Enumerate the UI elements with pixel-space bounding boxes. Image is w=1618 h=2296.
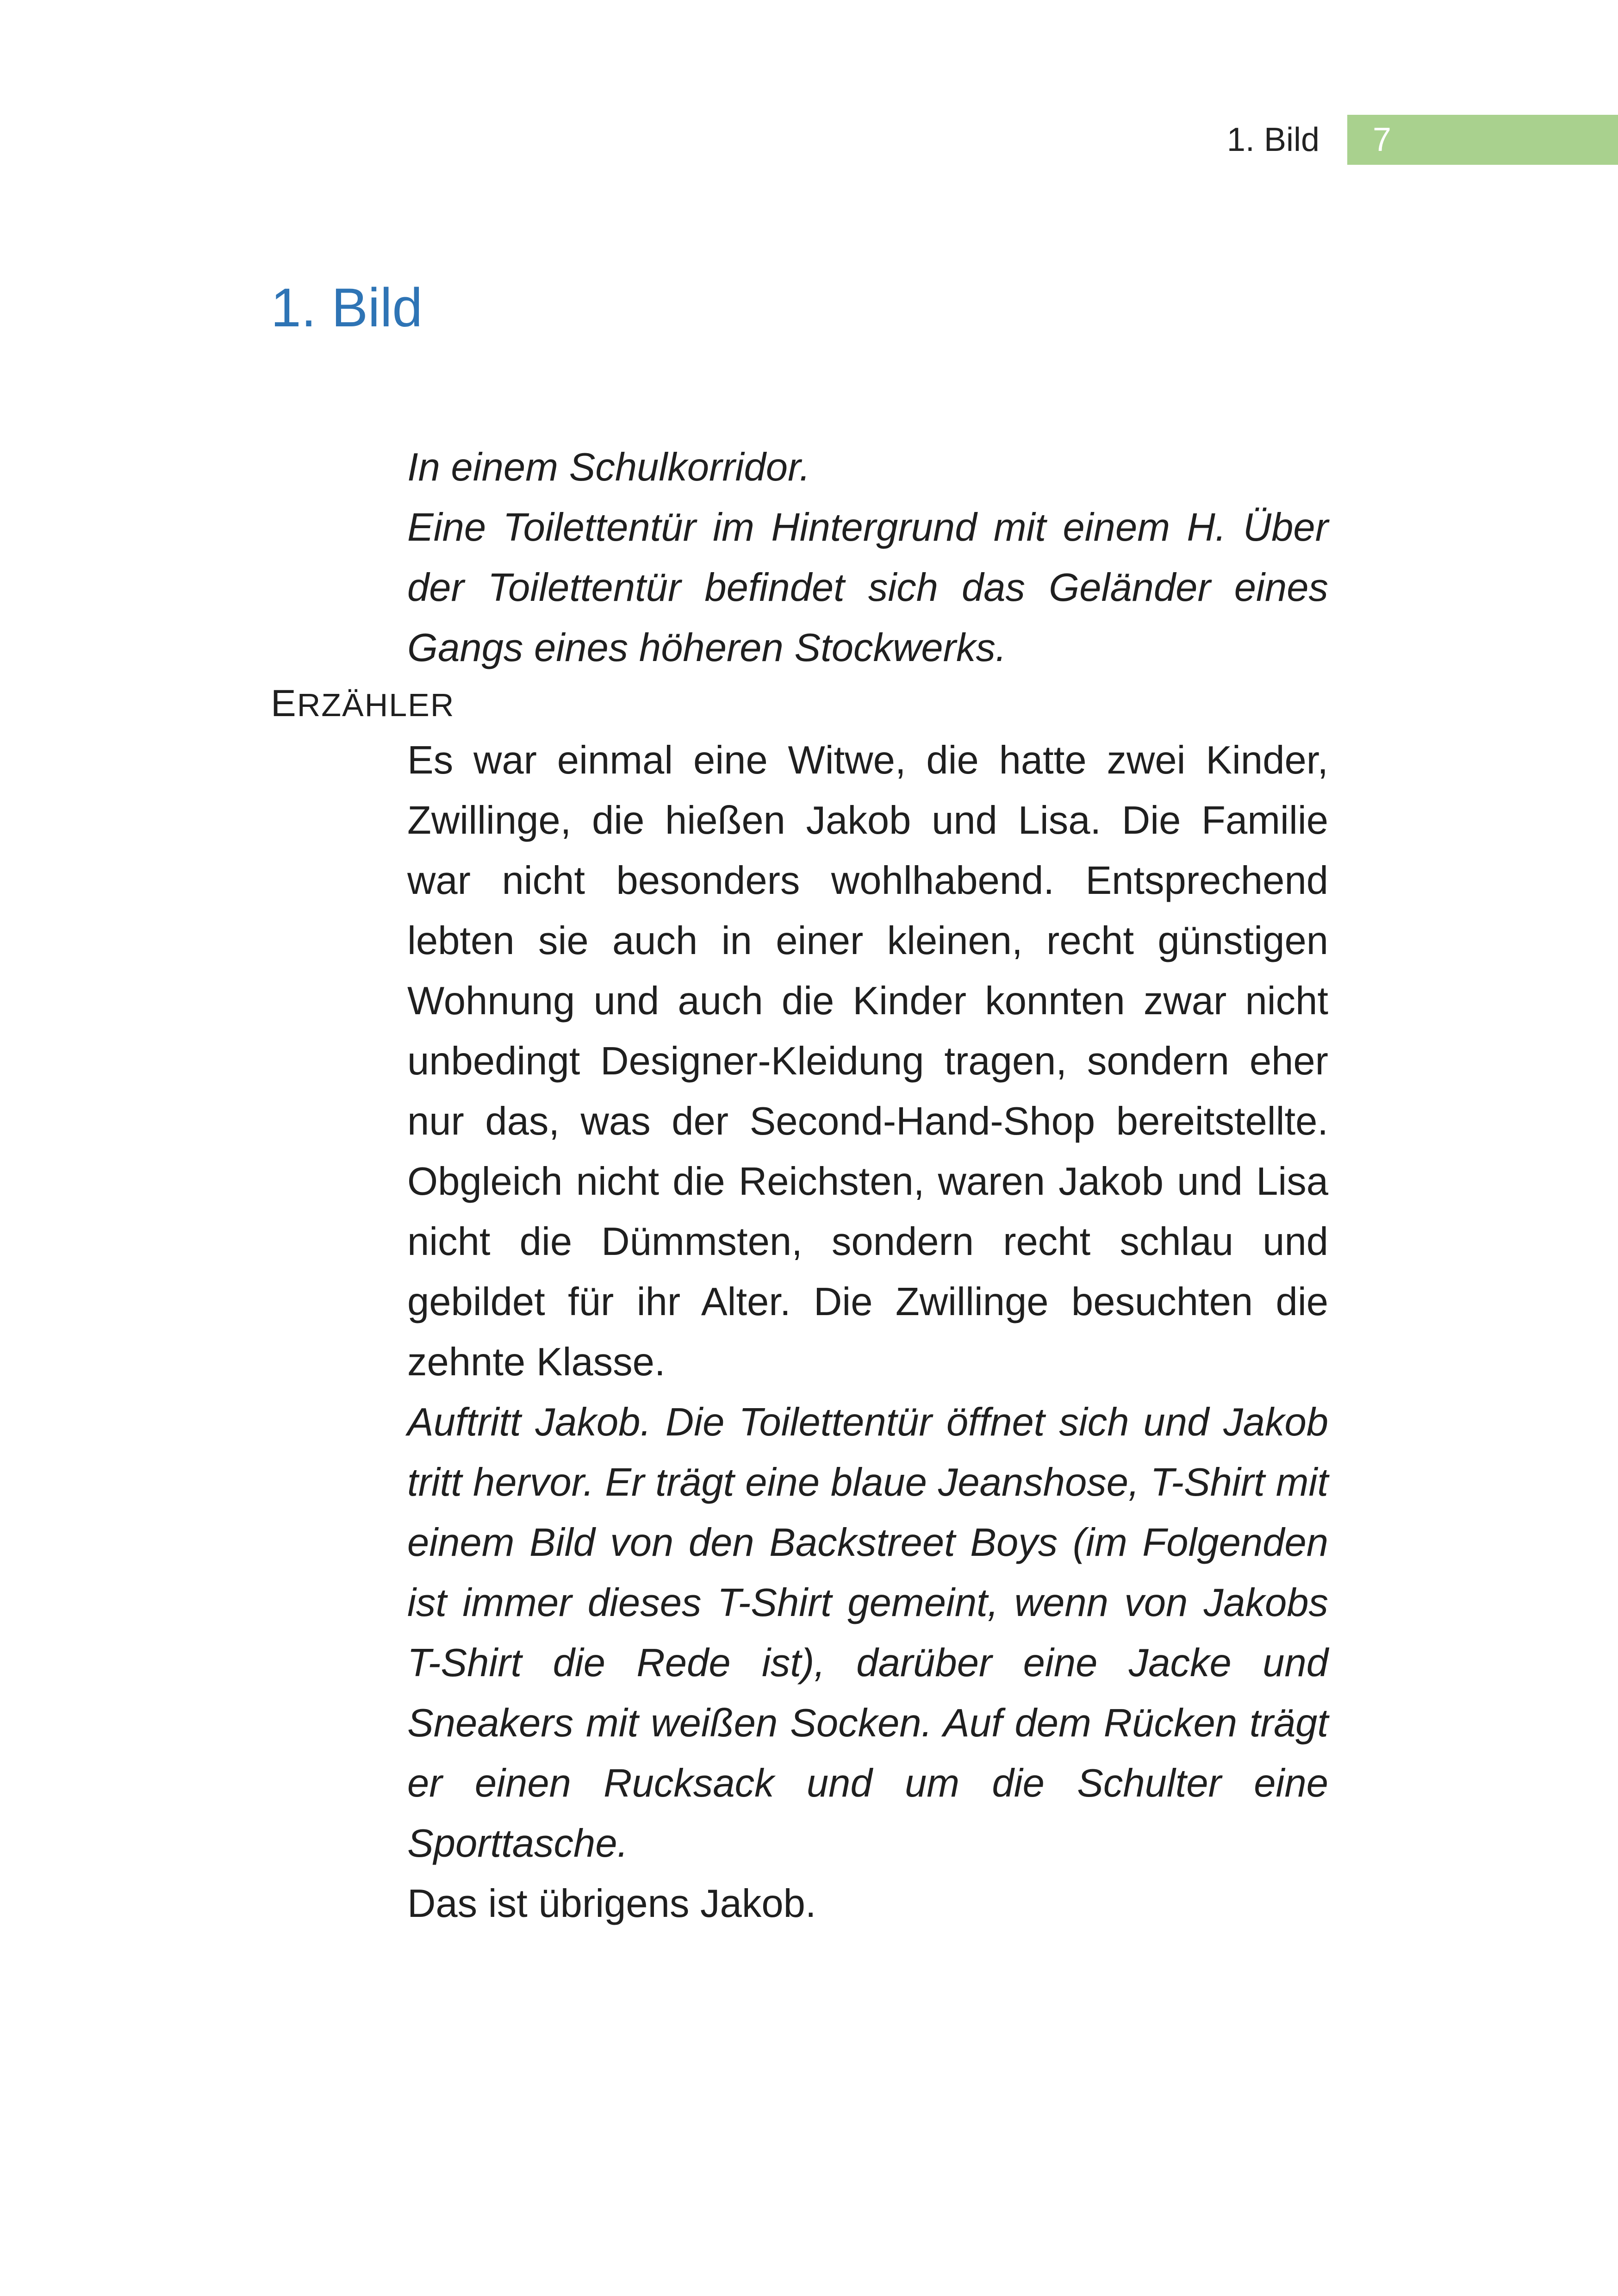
running-header <box>1227 115 1618 165</box>
narrator-speech: Es war einmal eine Witwe, die hatte zwei Kinder, Zwillinge, die hießen Jakob und Lisa. Die Familie war nicht besonders wohlhabend. Entsprechend lebten sie auch in einer kleinen, recht günstigen Wohnung und auch die Kinder konnten zwar nicht unbedingt Designer-Kleidung tragen, sondern eher nur das, was der Second-Hand-Shop bereitstellte. Obgleich nicht die Reichsten, waren Jakob und Lisa nicht die Dümmsten, sondern recht schlau und gebildet für ihr Alter. Die Zwillinge besuchten die zehnte Klasse. <box>407 738 1328 1384</box>
scene-heading: 1. Bild <box>271 277 423 338</box>
speaker-name <box>271 678 1328 730</box>
stage-direction-location: In einem Schulkorridor. <box>407 445 810 489</box>
stage-direction-setting: Eine Toilettentür im Hintergrund mit einem H. Über der Toilettentür befindet sich das Geländer eines Gangs eines höheren Stockwerks. <box>407 505 1328 670</box>
page-number: 7 <box>1373 121 1392 158</box>
speaker-initial: E <box>271 682 297 724</box>
play-text <box>271 437 1328 1934</box>
narrator-speech-closing: Das ist übrigens Jakob. <box>407 1882 816 1926</box>
page-number-tab <box>1347 115 1618 165</box>
speaker-rest: RZÄHLER <box>297 687 455 723</box>
stage-direction-entrance: Auftritt Jakob. Die Toilettentür öffnet sich und Jakob tritt hervor. Er trägt eine blaue Jeanshose, T-Shirt mit einem Bild von den Backstreet Boys (im Folgenden ist immer dieses T-Shirt gemeint, wenn von Jakobs T-Shirt die Rede ist), darüber eine Jacke und Sneakers mit weißen Socken. Auf dem Rücken trägt er einen Rucksack und um die Schulter eine Sporttasche. <box>407 1400 1328 1866</box>
running-title: 1. Bild <box>1226 121 1319 158</box>
